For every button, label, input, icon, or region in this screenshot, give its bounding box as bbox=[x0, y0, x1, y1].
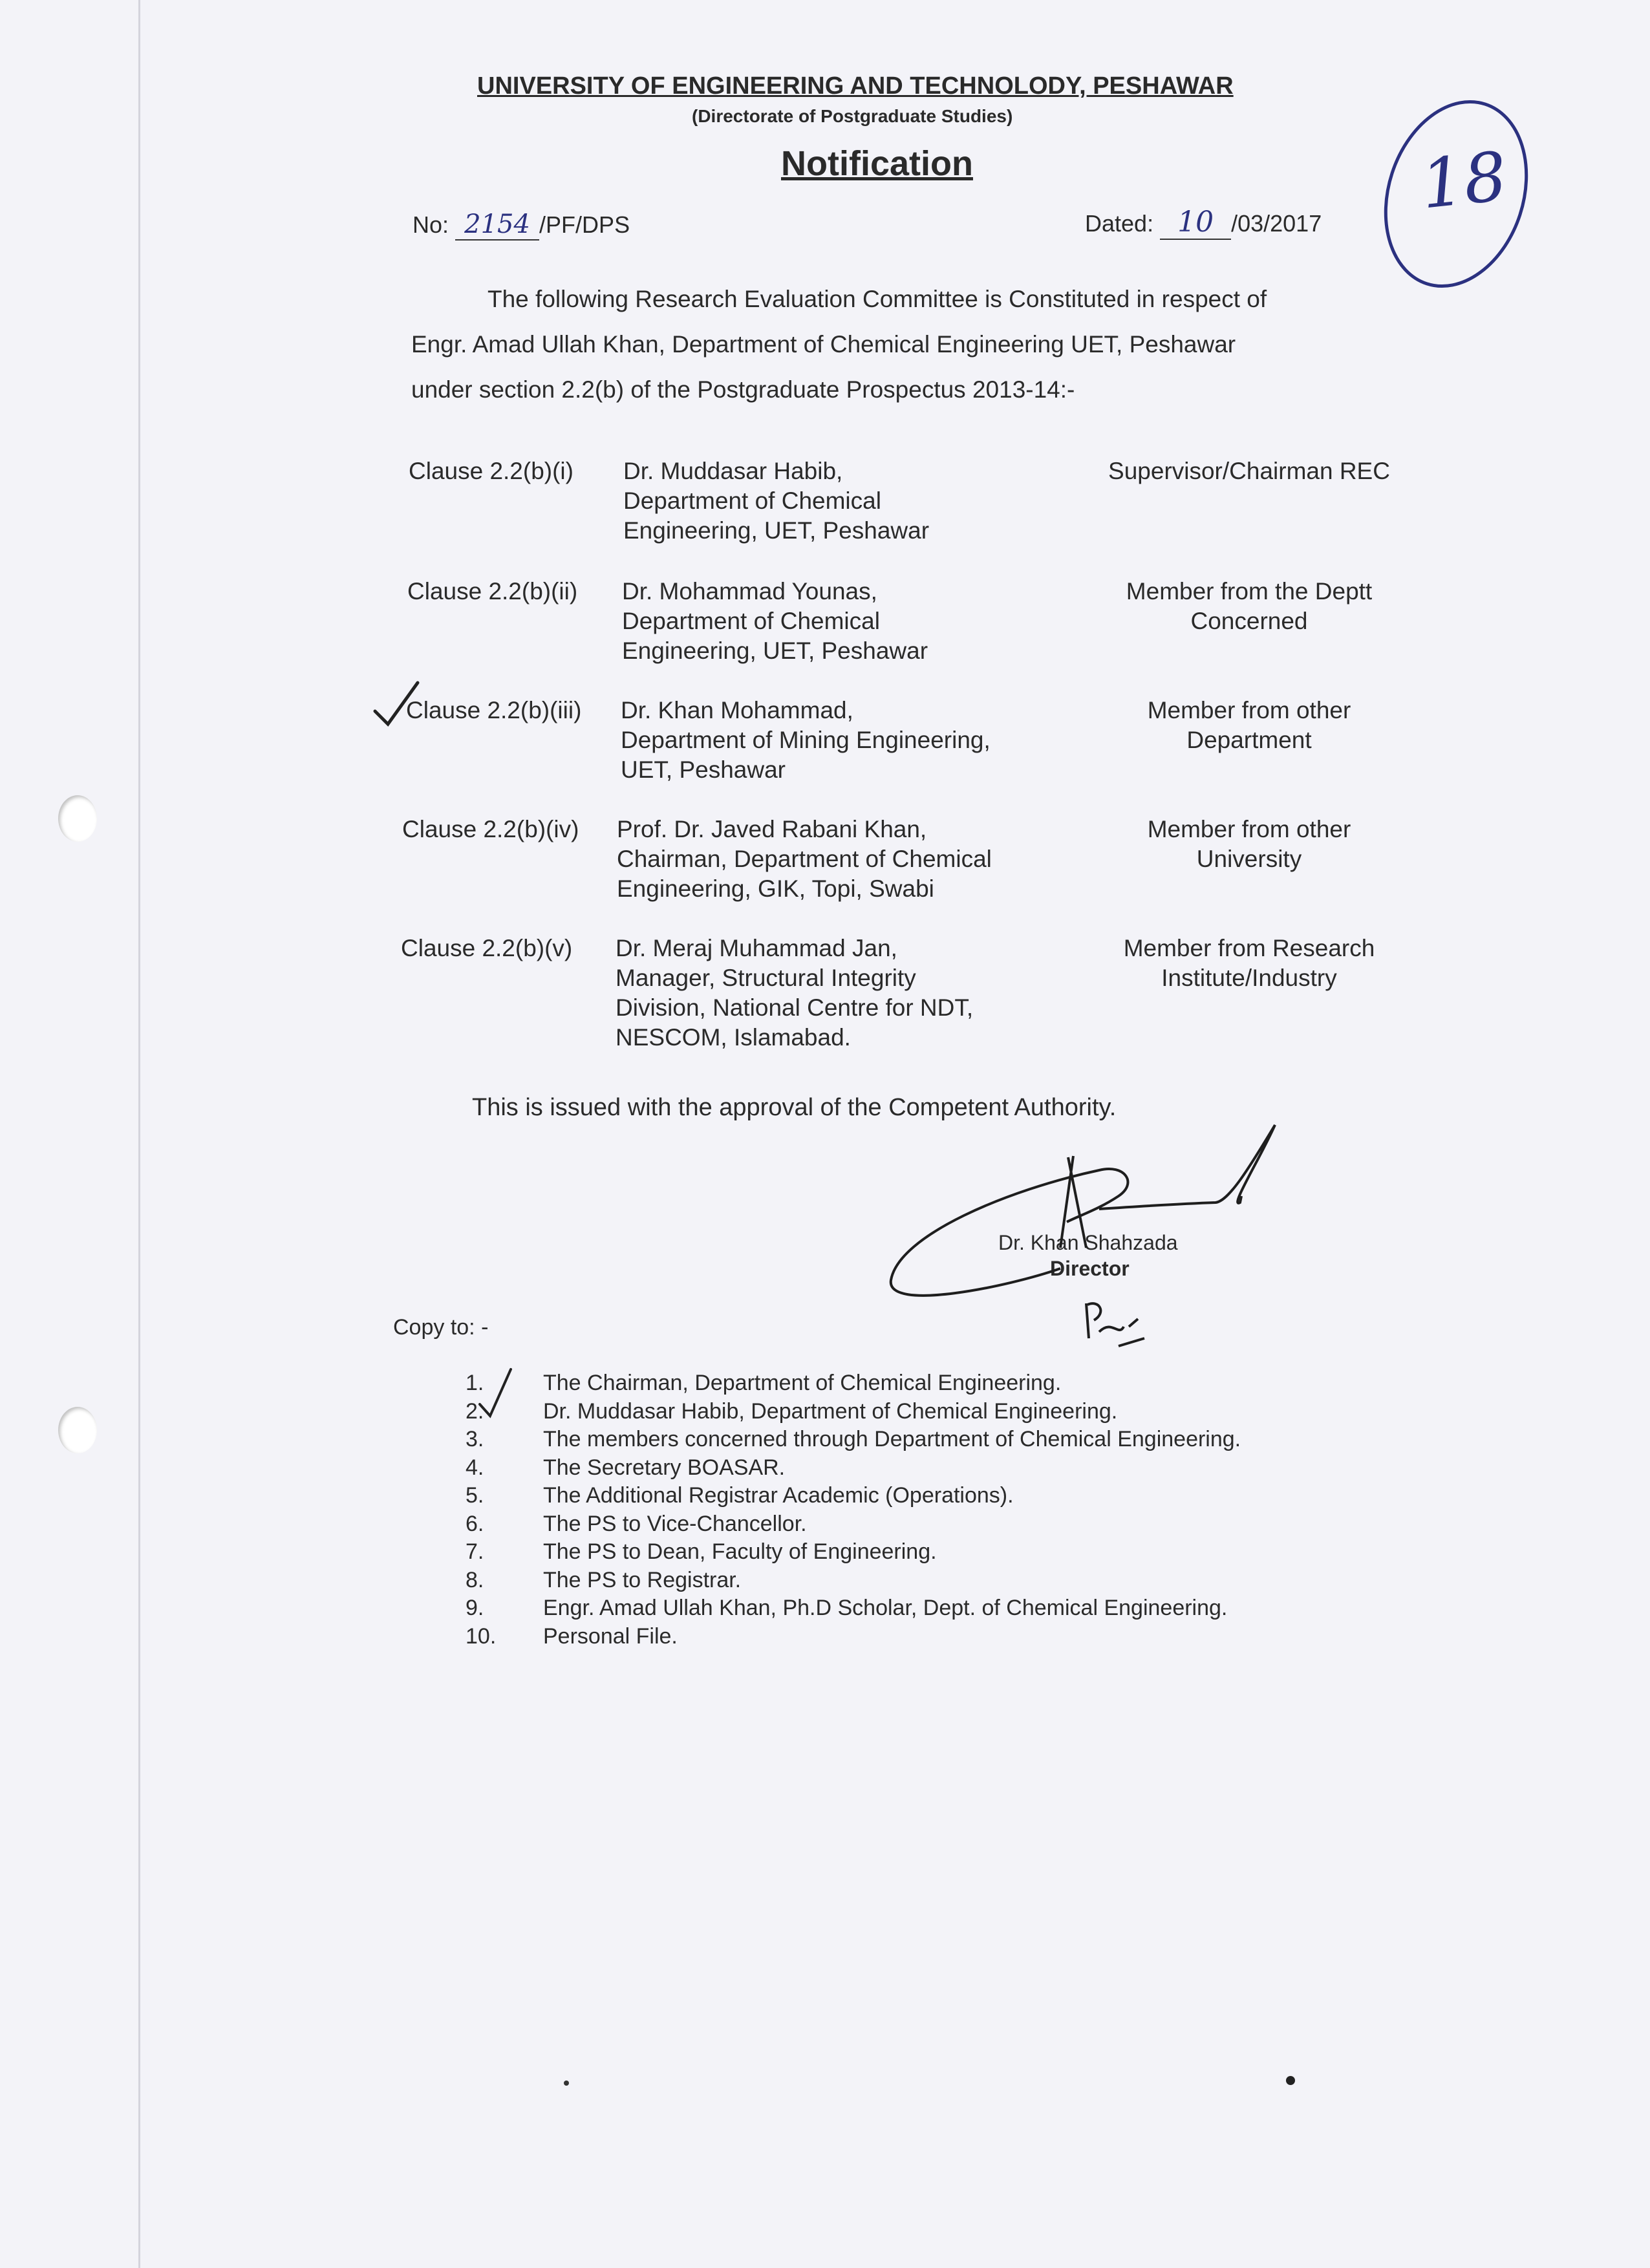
clause-label: Clause 2.2(b)(i) bbox=[409, 458, 573, 484]
clause-label: Clause 2.2(b)(iv) bbox=[402, 816, 579, 842]
copy-to-text: Dr. Muddasar Habib, Department of Chemical Engineering. bbox=[543, 1398, 1118, 1424]
member-detail-line: UET, Peshawar bbox=[621, 756, 786, 783]
member-detail-line: Dr. Meraj Muhammad Jan, bbox=[616, 935, 897, 961]
copy-to-text: The PS to Dean, Faculty of Engineering. bbox=[543, 1539, 937, 1564]
copy-to-number: 6. bbox=[466, 1511, 484, 1536]
copy-to-number: 9. bbox=[466, 1596, 484, 1620]
member-role-line: Member from Research bbox=[1123, 935, 1375, 961]
member-detail-line: Dr. Khan Mohammad, bbox=[621, 697, 853, 723]
dated-day: 10 bbox=[1160, 206, 1231, 240]
copy-to-number: 7. bbox=[466, 1539, 484, 1564]
member-role-line: Concerned bbox=[1190, 608, 1308, 634]
member-detail-line: NESCOM, Islamabad. bbox=[616, 1024, 851, 1051]
member-role-line: Member from the Deptt bbox=[1126, 578, 1373, 604]
checkmark-copy-icon bbox=[480, 1369, 511, 1416]
no-suffix: /PF/DPS bbox=[539, 211, 630, 238]
page-title: Notification bbox=[781, 144, 973, 183]
member-detail-line: Manager, Structural Integrity bbox=[616, 965, 916, 991]
member-detail-line: Engineering, GIK, Topi, Swabi bbox=[617, 875, 934, 902]
copy-to-text: Engr. Amad Ullah Khan, Ph.D Scholar, Dept. of Chemical Engineering. bbox=[543, 1596, 1228, 1620]
initials-mark bbox=[1086, 1303, 1144, 1346]
copy-to-text: The Additional Registrar Academic (Operations). bbox=[543, 1483, 1014, 1508]
member-detail-line: Dr. Muddasar Habib, bbox=[623, 458, 843, 484]
clause-label: Clause 2.2(b)(iii) bbox=[406, 697, 582, 723]
member-role-line: University bbox=[1196, 846, 1302, 872]
dated-rest: /03/2017 bbox=[1231, 210, 1322, 237]
member-role-line: Member from other bbox=[1147, 816, 1351, 842]
member-role-line: Department bbox=[1186, 727, 1312, 753]
member-detail-line: Department of Chemical bbox=[622, 608, 880, 634]
copy-to-text: The PS to Registrar. bbox=[543, 1567, 742, 1592]
no-label: No: bbox=[412, 211, 449, 238]
member-detail-line: Division, National Centre for NDT, bbox=[616, 994, 974, 1021]
member-detail-line: Engineering, UET, Peshawar bbox=[623, 517, 930, 544]
copy-to-number: 3. bbox=[466, 1427, 484, 1451]
copy-to-text: The Chairman, Department of Chemical Engineering. bbox=[543, 1371, 1062, 1395]
copy-to-label: Copy to: - bbox=[393, 1315, 489, 1340]
member-detail-line: Department of Mining Engineering, bbox=[621, 727, 991, 753]
directorate-name: (Directorate of Postgraduate Studies) bbox=[692, 106, 1013, 126]
clause-label: Clause 2.2(b)(ii) bbox=[407, 578, 578, 604]
member-detail-line: Prof. Dr. Javed Rabani Khan, bbox=[617, 816, 927, 842]
copy-to-text: The Secretary BOASAR. bbox=[543, 1455, 786, 1480]
member-role-line: Institute/Industry bbox=[1161, 965, 1337, 991]
no-value: 2154 bbox=[455, 209, 539, 241]
copy-to-number: 10. bbox=[466, 1623, 497, 1649]
dated-label: Dated: bbox=[1085, 210, 1154, 237]
copy-to-text: The PS to Vice-Chancellor. bbox=[543, 1511, 807, 1536]
copy-to-number: 5. bbox=[466, 1483, 484, 1508]
intro-line-2: Engr. Amad Ullah Khan, Department of Chemical Engineering UET, Peshawar bbox=[411, 331, 1236, 358]
intro-line-1: The following Research Evaluation Committee is Constituted in respect of bbox=[488, 286, 1267, 312]
university-name: UNIVERSITY OF ENGINEERING AND TECHNOLODY, PESHAWAR bbox=[477, 72, 1234, 100]
page-number-circle bbox=[1363, 83, 1549, 305]
member-detail-line: Engineering, UET, Peshawar bbox=[622, 637, 928, 664]
member-detail-line: Dr. Mohammad Younas, bbox=[622, 578, 877, 604]
copy-to-text: Personal File. bbox=[543, 1623, 678, 1649]
copy-to-number: 8. bbox=[466, 1567, 484, 1592]
copy-to-text: The members concerned through Department of Chemical Engineering. bbox=[543, 1427, 1241, 1451]
intro-line-3: under section 2.2(b) of the Postgraduate Prospectus 2013-14:- bbox=[411, 376, 1075, 403]
copy-to-number: 4. bbox=[466, 1455, 484, 1480]
closing-statement: This is issued with the approval of the Competent Authority. bbox=[472, 1094, 1117, 1121]
member-role-line: Member from other bbox=[1147, 697, 1351, 723]
page-number: 18 bbox=[1417, 136, 1511, 224]
member-detail-line: Department of Chemical bbox=[623, 487, 881, 514]
signature-mark bbox=[891, 1125, 1275, 1296]
copy-to-number: 2. bbox=[466, 1398, 484, 1424]
signatory-title: Director bbox=[1050, 1257, 1130, 1280]
signatory-name: Dr. Khan Shahzada bbox=[998, 1231, 1178, 1254]
clause-label: Clause 2.2(b)(v) bbox=[401, 935, 573, 961]
member-detail-line: Chairman, Department of Chemical bbox=[617, 846, 992, 872]
checkmark-icon bbox=[375, 683, 418, 724]
copy-to-number: 1. bbox=[466, 1371, 484, 1395]
member-role-line: Supervisor/Chairman REC bbox=[1108, 458, 1390, 484]
